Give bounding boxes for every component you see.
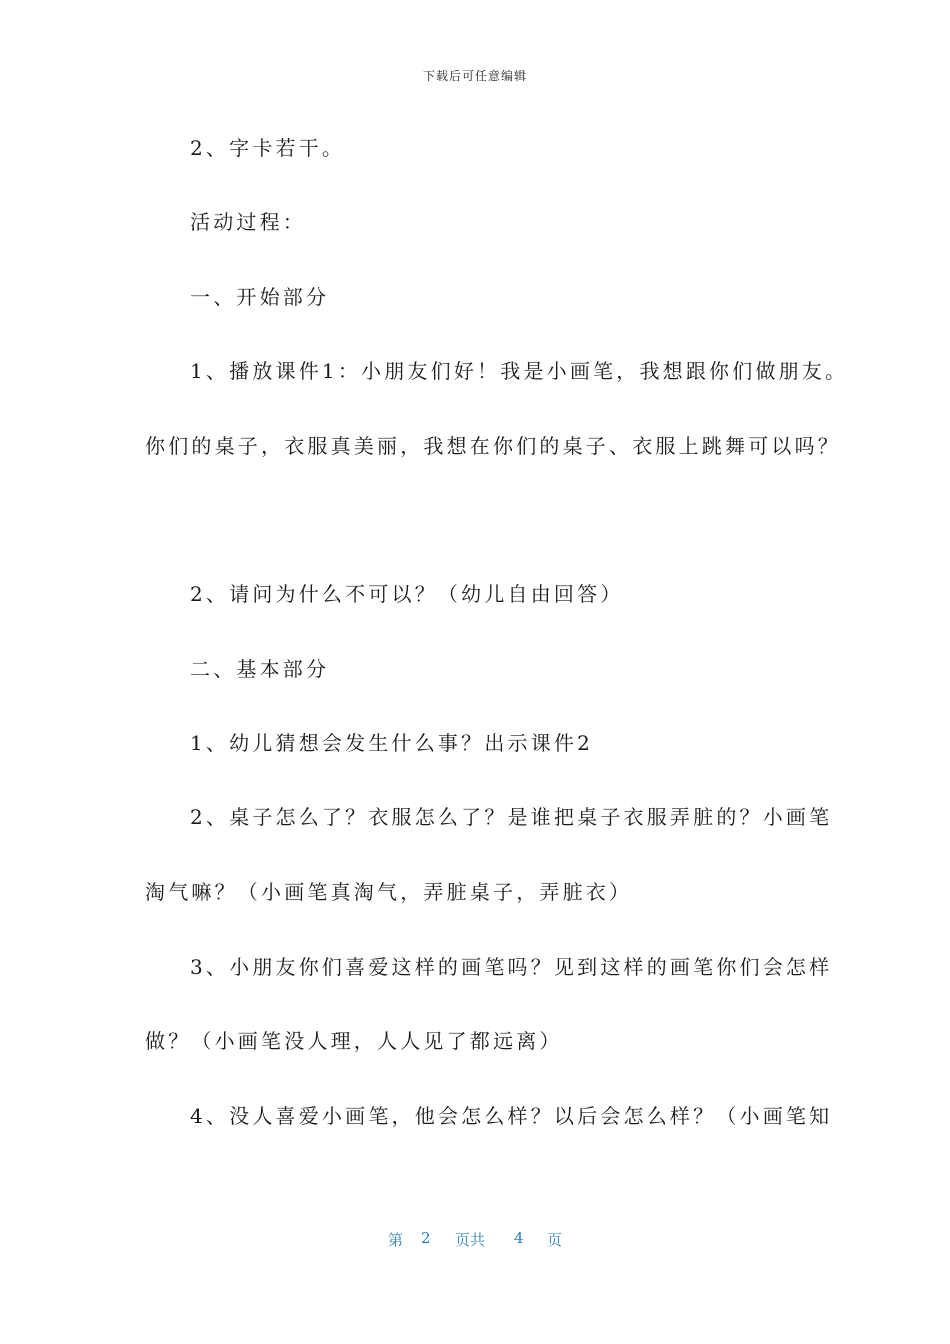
heading-start-section: 一、开始部分 — [190, 285, 330, 309]
footer-middle: 页共 — [455, 1231, 486, 1249]
paragraph-basic-step-2-continued: 淘气嘛？（小画笔真淘气，弄脏桌子，弄脏衣） — [145, 880, 633, 904]
paragraph-basic-step-2: 2、桌子怎么了？衣服怎么了？是谁把桌子衣服弄脏的？小画笔 — [190, 805, 833, 829]
paragraph-basic-step-3-continued: 做？（小画笔没人理，人人见了都远离） — [145, 1029, 563, 1053]
footer-total-pages: 4 — [514, 1229, 524, 1247]
paragraph-step-1-continued: 你们的桌子，衣服真美丽，我想在你们的桌子、衣服上跳舞可以吗？ — [145, 434, 841, 458]
paragraph-basic-step-3: 3、小朋友你们喜爱这样的画笔吗？见到这样的画笔你们会怎样 — [190, 955, 833, 979]
paragraph-materials: 2、字卡若干。 — [190, 136, 346, 160]
paragraph-basic-step-1: 1、幼儿猜想会发生什么事？出示课件2 — [190, 731, 594, 755]
heading-basic-section: 二、基本部分 — [190, 657, 330, 681]
paragraph-step-2: 2、请问为什么不可以？（幼儿自由回答） — [190, 582, 624, 606]
page-footer — [0, 1229, 950, 1251]
paragraph-step-1: 1、播放课件1：小朋友们好！我是小画笔，我想跟你们做朋友。 — [190, 359, 849, 383]
footer-suffix: 页 — [547, 1231, 563, 1249]
footer-current-page: 2 — [421, 1229, 431, 1247]
page-header: 下载后可任意编辑 — [422, 69, 527, 83]
paragraph-basic-step-4: 4、没人喜爱小画笔，他会怎么样？以后会怎么样？（小画笔知 — [190, 1104, 833, 1128]
heading-activity-process: 活动过程： — [190, 210, 306, 234]
footer-prefix: 第 — [388, 1231, 404, 1249]
